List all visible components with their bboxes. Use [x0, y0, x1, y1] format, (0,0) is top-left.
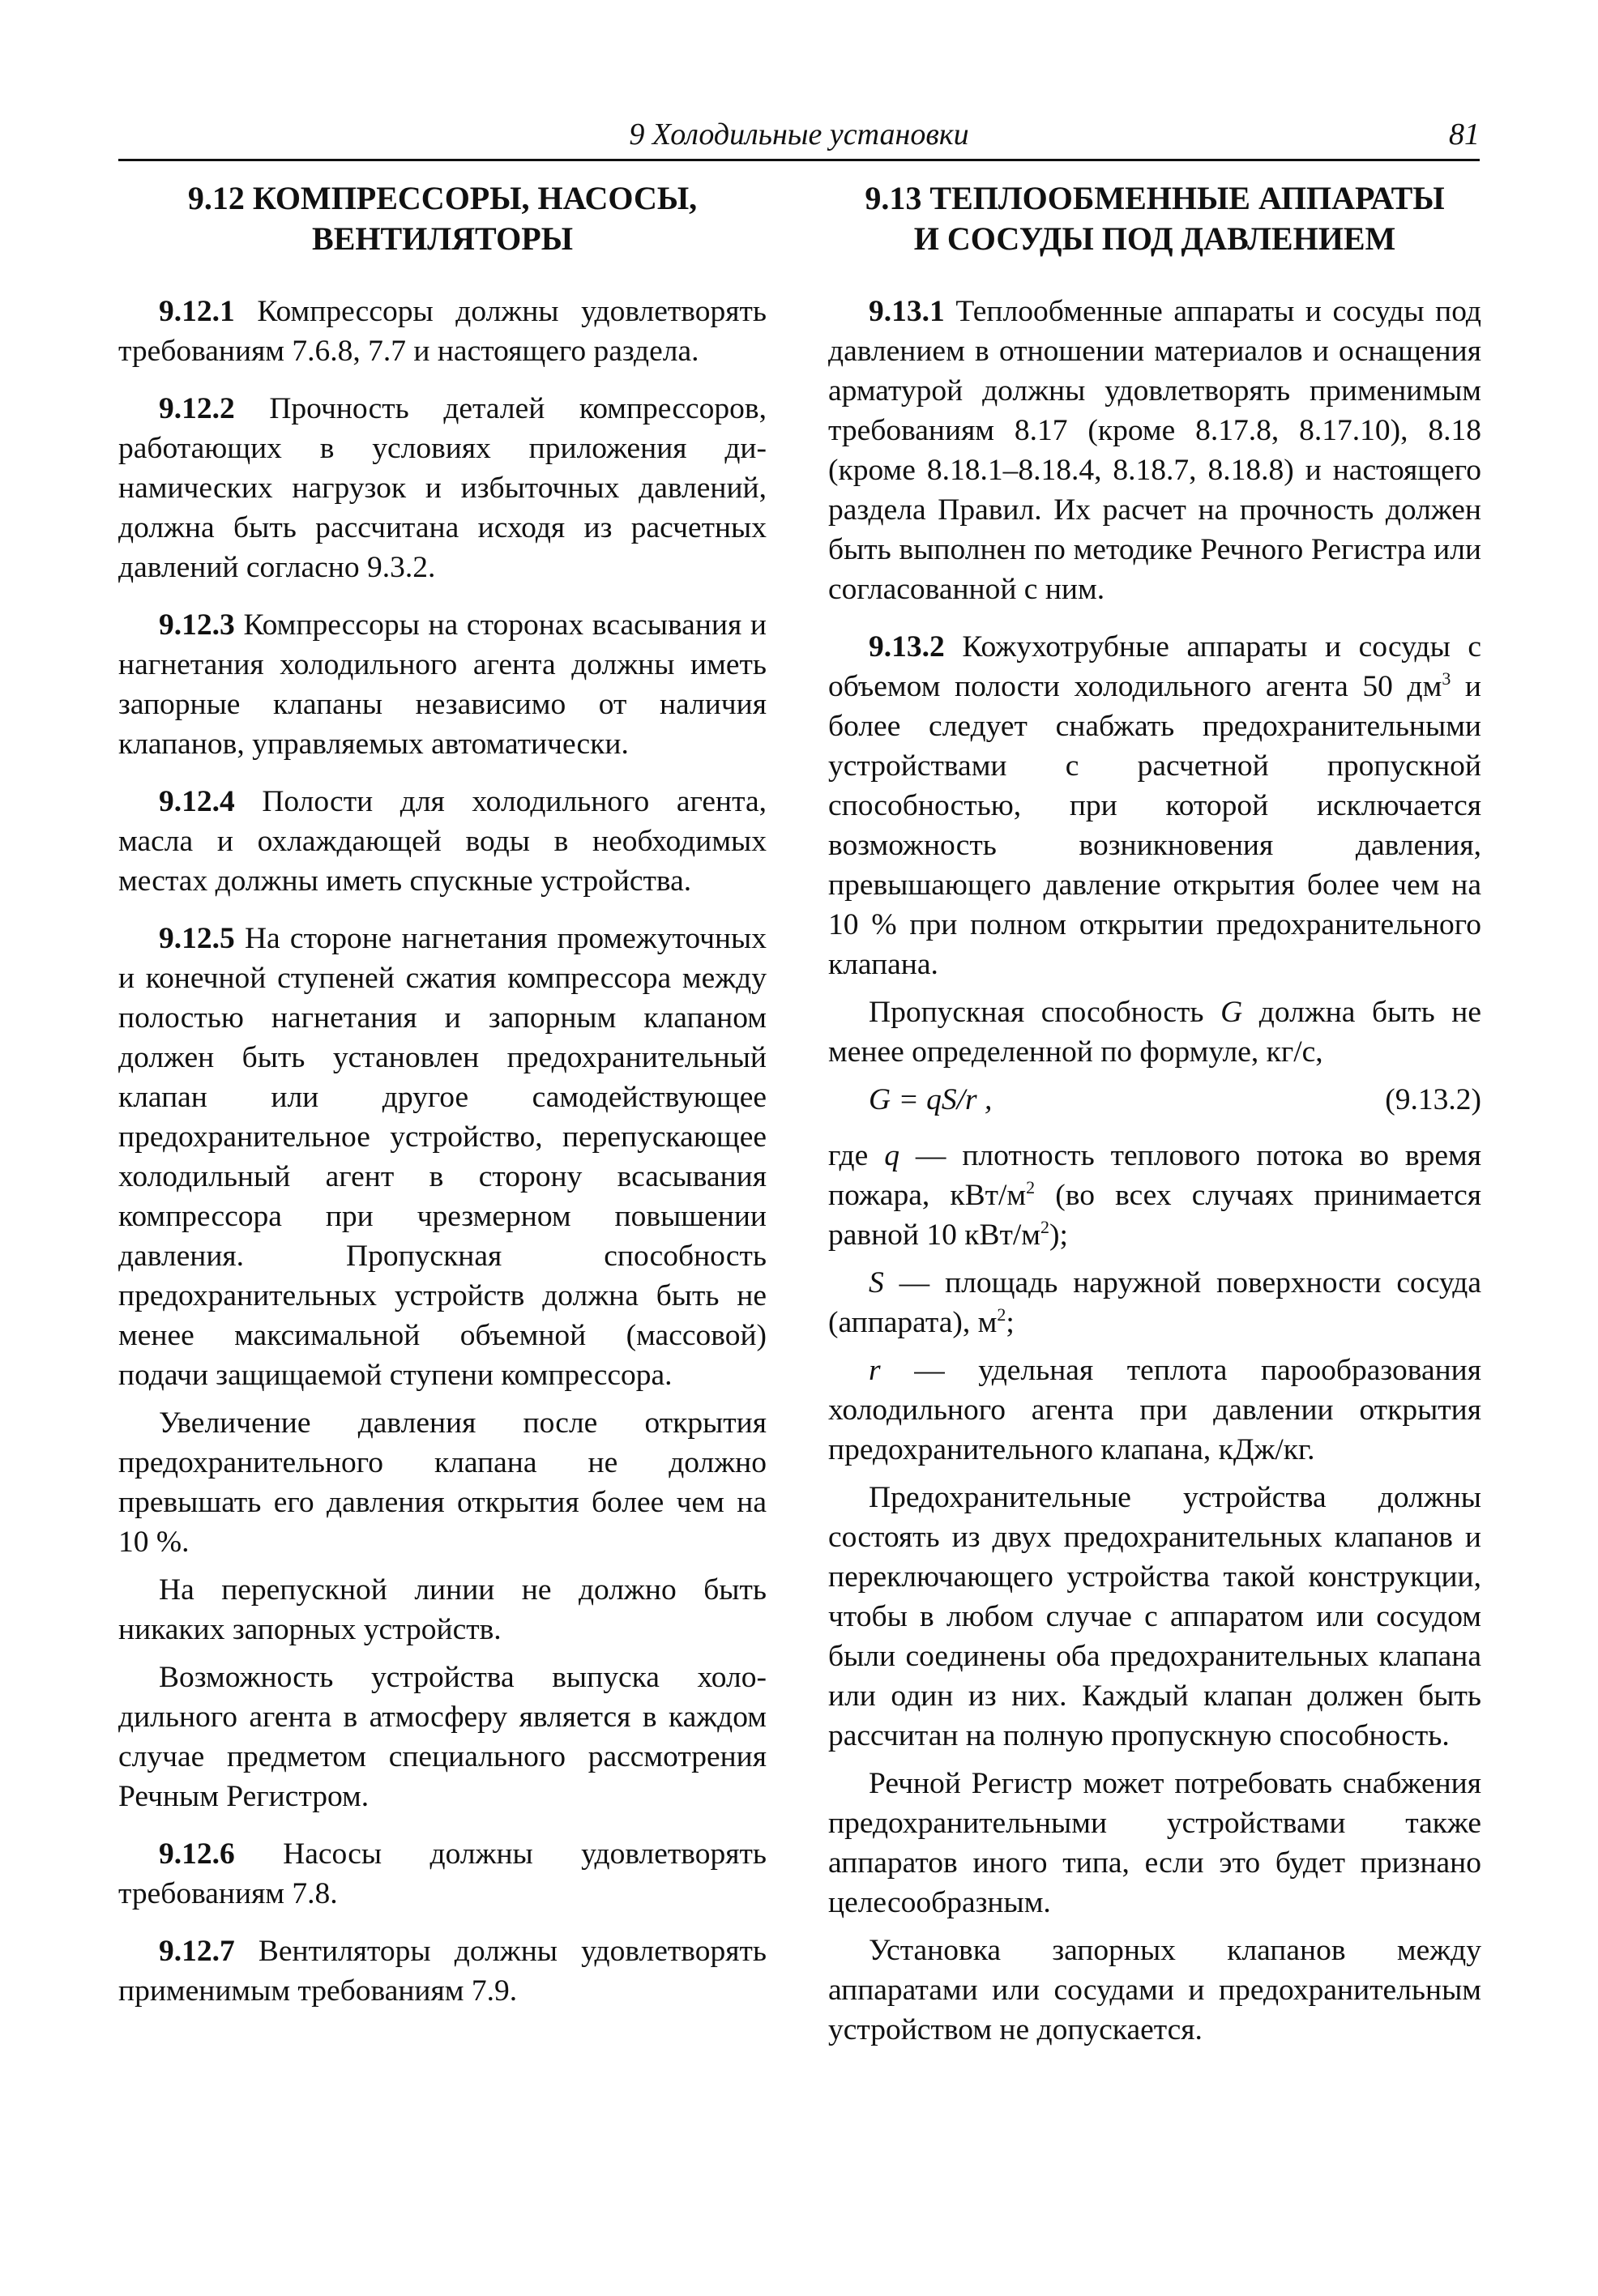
clause-number: 9.12.3	[159, 608, 235, 642]
page-number: 81	[1449, 117, 1480, 152]
clause-number: 9.12.1	[159, 295, 235, 328]
heading-line: 9.12 КОМПРЕССОРЫ, НАСОСЫ,	[187, 180, 698, 216]
paragraph-text: ;	[1006, 1306, 1015, 1339]
variable-r: r	[869, 1354, 881, 1387]
clause-number: 9.12.2	[159, 392, 235, 425]
paragraph-pressure-increase: Увеличение давления после открытия предохранительного клапана не должно превышать его давления открытия более чем на 10 %.	[118, 1406, 767, 1559]
paragraph-text: Компрессоры должны удовлетворять требованиям 7.6.8, 7.7 и настоящего раздела.	[118, 295, 767, 368]
paragraph-9-12-4	[118, 782, 767, 901]
formula-expression: G = qS/r ,	[869, 1083, 993, 1116]
left-column	[118, 178, 767, 2029]
paragraph-release-atmosphere: Возможность устройства выпуска холодильного агента в атмосферу является в каждом случае предметом специального рассмотрения Речным Регистром.	[118, 1661, 767, 1813]
paragraph-safety-devices: Предохранительные устройства должны состоять из двух предохранительных клапанов и переключающего устройства такой конструкции, чтобы в любом случае с аппаратом или сосудом были соединены оба предохранительных клапана или один из них. Каждый клапан должен быть рассчитан на полную пропускную способность.	[828, 1481, 1481, 1752]
superscript: 2	[1040, 1217, 1050, 1237]
paragraph-9-12-5	[118, 919, 767, 1395]
paragraph-9-12-1	[118, 292, 767, 371]
paragraph-text: );	[1049, 1218, 1068, 1252]
paragraph-9-13-2	[828, 627, 1481, 984]
paragraph-text: — площадь наружной поверхности сосуда (аппарата), м	[828, 1266, 1481, 1339]
running-header	[118, 113, 1480, 159]
heading-line: ВЕНТИЛЯТОРЫ	[312, 220, 573, 257]
definition-r	[828, 1351, 1481, 1470]
paragraph-text: Полости для холодильного агента, масла и охлаждающей воды в необходимых местах должны иметь спускные устройства.	[118, 785, 767, 898]
paragraph-9-13-1	[828, 292, 1481, 609]
paragraph-shutoff-valves: Установка запорных клапанов между аппаратами или сосудами и предохранительным устройством не допускается.	[828, 1934, 1481, 2046]
variable-g: G	[1220, 996, 1243, 1029]
formula-9-13-2	[828, 1080, 1481, 1120]
paragraph-text: Насосы должны удовлетворять требованиям 7.8.	[118, 1837, 767, 1910]
clause-number: 9.12.4	[159, 785, 235, 818]
paragraph-capacity	[828, 992, 1481, 1072]
section-heading-9-12	[118, 178, 767, 259]
formula-number: (9.13.2)	[1385, 1083, 1481, 1116]
paragraph-text: должна быть не менее определенной по формуле, кг/с,	[828, 996, 1481, 1069]
paragraph-9-12-2	[118, 389, 767, 587]
paragraph-text: Прочность деталей компрессоров, работающих в условиях приложения динамических нагрузок и избыточных давлений, должна быть рассчитана исходя из расчетных давлений согласно 9.3.2.	[118, 392, 767, 584]
paragraph-text: (во всех случаях принимается равной 10 кВт/м	[828, 1179, 1481, 1252]
right-column	[828, 178, 1481, 2068]
paragraph-text: Теплообменные аппараты и сосуды под давлением в отношении материалов и оснащения арматурой должны удовлетворять применимым требованиям 8.17 (кроме 8.17.8, 8.17.10), 8.18 (кроме 8.18.1–8.18.4, 8.18.7, 8.18.8) и настоящего раздела Правил. Их расчет на прочность должен быть выполнен по методике Речного Регистра или согласованной с ним.	[828, 295, 1481, 606]
definition-q	[828, 1136, 1481, 1255]
heading-line: И СОСУДЫ ПОД ДАВЛЕНИЕМ	[913, 220, 1396, 257]
clause-number: 9.12.6	[159, 1837, 235, 1871]
paragraph-text: Компрессоры на сторонах всасывания и нагнетания холодильного агента должны иметь запорные клапаны независимо от наличия клапанов, управляемых автоматически.	[118, 608, 767, 761]
paragraph-text: — плотность теплового потока во время пожара, кВт/м	[828, 1139, 1481, 1212]
header-rule	[118, 159, 1480, 161]
paragraph-register-may-require: Речной Регистр может потребовать снабжения предохранительными устройствами также аппаратов иного типа, если это будет признано целесообразным.	[828, 1767, 1481, 1919]
heading-line: 9.13 ТЕПЛООБМЕННЫЕ АППАРАТЫ	[865, 180, 1445, 216]
paragraph-text: и более следует снабжать предохранительными устройствами с расчетной пропускной способностью, при которой исключается возможность возникновения давления, превышающего давление открытия более чем на 10 % при полном открытии предохранительного клапана.	[828, 670, 1481, 981]
superscript: 3	[1442, 668, 1451, 689]
variable-q: q	[884, 1139, 899, 1172]
paragraph-9-12-7	[118, 1931, 767, 2011]
paragraph-text: Вентиляторы должны удовлетворять применимым требованиям 7.9.	[118, 1935, 767, 2008]
clause-number: 9.12.7	[159, 1935, 235, 1968]
definition-s	[828, 1263, 1481, 1342]
superscript: 2	[997, 1304, 1006, 1325]
paragraph-9-12-6	[118, 1834, 767, 1914]
superscript: 2	[1026, 1177, 1036, 1197]
paragraph-9-12-3	[118, 605, 767, 764]
running-title: 9 Холодильные установки	[629, 117, 969, 152]
variable-s: S	[869, 1266, 884, 1300]
section-heading-9-13	[828, 178, 1481, 259]
paragraph-text: где	[828, 1139, 885, 1172]
paragraph-text: — удельная теплота парообразования холодильного агента при давлении открытия предохранительного клапана, кДж/кг.	[828, 1354, 1481, 1466]
paragraph-text: Кожухотрубные аппараты и сосуды с объемом полости холодильного агента 50 дм	[828, 630, 1481, 703]
paragraph-text: Пропускная способность	[869, 996, 1221, 1029]
clause-number: 9.12.5	[159, 922, 235, 955]
clause-number: 9.13.1	[869, 295, 945, 328]
paragraph-bypass-line: На перепускной линии не должно быть никаких запорных устройств.	[118, 1573, 767, 1646]
clause-number: 9.13.2	[869, 630, 945, 664]
paragraph-text: На стороне нагнетания промежуточных и конечной ступеней сжатия компрессора между полостью нагнетания и запорным клапаном должен быть установлен предохранительный клапан или другое самодействующее предохранительное устройство, перепускающее холодильный агент в сторону всасывания компрессора при чрезмерном повышении давления. Пропускная способность предохранительных устройств должна быть не менее максимальной объемной (массовой) подачи защищаемой ступени компрессора.	[118, 922, 767, 1392]
